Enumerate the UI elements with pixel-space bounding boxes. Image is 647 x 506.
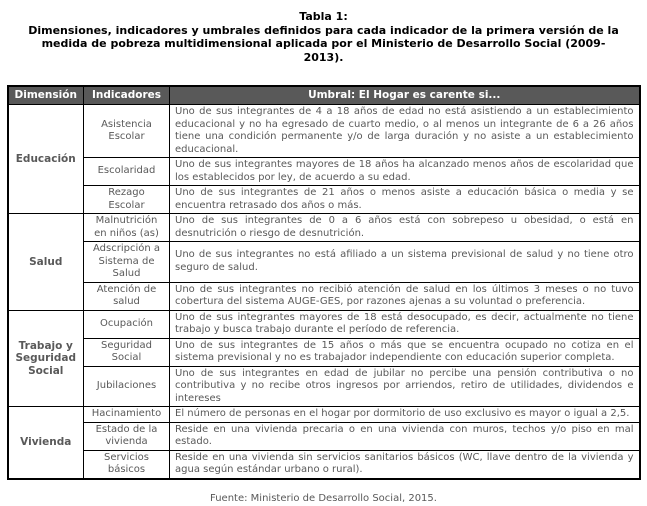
table-row xyxy=(8,366,640,407)
umbral-cell: Uno de sus integrantes mayores de 18 está desocupado, es decir, actualmente no tiene trabajo y busca trabajo durante el período de referencia. xyxy=(170,310,640,338)
indicators-table xyxy=(7,85,641,480)
table-header xyxy=(8,86,640,105)
indicator-cell: Rezago Escolar xyxy=(84,186,170,214)
indicator-cell: Ocupación xyxy=(84,310,170,338)
col-header-umbral: Umbral: El Hogar es carente si... xyxy=(170,86,640,105)
indicator-cell: Seguridad Social xyxy=(84,338,170,366)
table-title-block xyxy=(0,0,647,64)
umbral-cell: Uno de sus integrantes de 4 a 18 años de edad no está asistiendo a un establecimiento educacional y no ha egresado de cuarto medio, o al menos un integrante de 6 a 26 años tiene una condición permanente y/o de larga duración y no asiste a un establecimiento educacional. xyxy=(170,105,640,158)
indicator-cell: Asistencia Escolar xyxy=(84,105,170,158)
umbral-cell: Uno de sus integrantes de 0 a 6 años está con sobrepeso u obesidad, o está en desnutrición o riesgo de desnutrición. xyxy=(170,214,640,242)
indicator-cell: Jubilaciones xyxy=(84,366,170,407)
source-note: Fuente: Ministerio de Desarrollo Social, 2015. xyxy=(210,492,437,504)
table-row xyxy=(8,282,640,310)
table-row xyxy=(8,338,640,366)
col-header-dimension: Dimensión xyxy=(8,86,84,105)
umbral-cell: Uno de sus integrantes de 15 años o más que se encuentra ocupado no cotiza en el sistema previsional y no es trabajador independiente con educación superior completa. xyxy=(170,338,640,366)
header-row xyxy=(8,86,640,105)
indicator-cell: Servicios básicos xyxy=(84,450,170,479)
table-row xyxy=(8,158,640,186)
indicator-cell: Atención de salud xyxy=(84,282,170,310)
table-body xyxy=(8,105,640,479)
umbral-cell: Reside en una vivienda precaria o en una vivienda con muros, techos y/o piso en mal estado. xyxy=(170,422,640,450)
umbral-cell: Uno de sus integrantes mayores de 18 años ha alcanzado menos años de escolaridad que los establecidos por ley, de acuerdo a su edad. xyxy=(170,158,640,186)
dimension-cell: Educación xyxy=(8,105,84,214)
umbral-cell: El número de personas en el hogar por dormitorio de uso exclusivo es mayor o igual a 2,5. xyxy=(170,407,640,423)
umbral-cell: Uno de sus integrantes en edad de jubilar no percibe una pensión contributiva o no contributiva y no recibe otros ingresos por arriendos, retiro de utilidades, dividendos e intereses xyxy=(170,366,640,407)
indicator-cell: Malnutrición en niños (as) xyxy=(84,214,170,242)
indicator-cell: Adscripción a Sistema de Salud xyxy=(84,242,170,283)
table-row xyxy=(8,422,640,450)
umbral-cell: Reside en una vivienda sin servicios sanitarios básicos (WC, llave dentro de la vivienda y agua según estándar urbano o rural). xyxy=(170,450,640,479)
table-row xyxy=(8,242,640,283)
indicator-cell: Escolaridad xyxy=(84,158,170,186)
table-title-caption: Dimensiones, indicadores y umbrales definidos para cada indicador de la primera versión de la medida de pobreza multidimensional aplicada por el Ministerio de Desarrollo Social (2009-2013). xyxy=(28,23,619,64)
table-row xyxy=(8,105,640,158)
table-row xyxy=(8,310,640,338)
indicator-cell: Estado de la vivienda xyxy=(84,422,170,450)
umbral-cell: Uno de sus integrantes no recibió atención de salud en los últimos 3 meses o no tuvo cobertura del sistema AUGE-GES, por razones ajenas a su voluntad o preferencia. xyxy=(170,282,640,310)
dimension-cell: Trabajo y Seguridad Social xyxy=(8,310,84,407)
table-title-label: Tabla 1: xyxy=(299,10,348,23)
dimension-cell: Vivienda xyxy=(8,407,84,479)
table-row xyxy=(8,186,640,214)
col-header-indicadores: Indicadores xyxy=(84,86,170,105)
indicator-cell: Hacinamiento xyxy=(84,407,170,423)
table-row xyxy=(8,407,640,423)
dimension-cell: Salud xyxy=(8,214,84,311)
table-row xyxy=(8,450,640,479)
table-row xyxy=(8,214,640,242)
umbral-cell: Uno de sus integrantes de 21 años o menos asiste a educación básica o media y se encuentra retrasado dos años o más. xyxy=(170,186,640,214)
umbral-cell: Uno de sus integrantes no está afiliado a un sistema previsional de salud y no tiene otro seguro de salud. xyxy=(170,242,640,283)
